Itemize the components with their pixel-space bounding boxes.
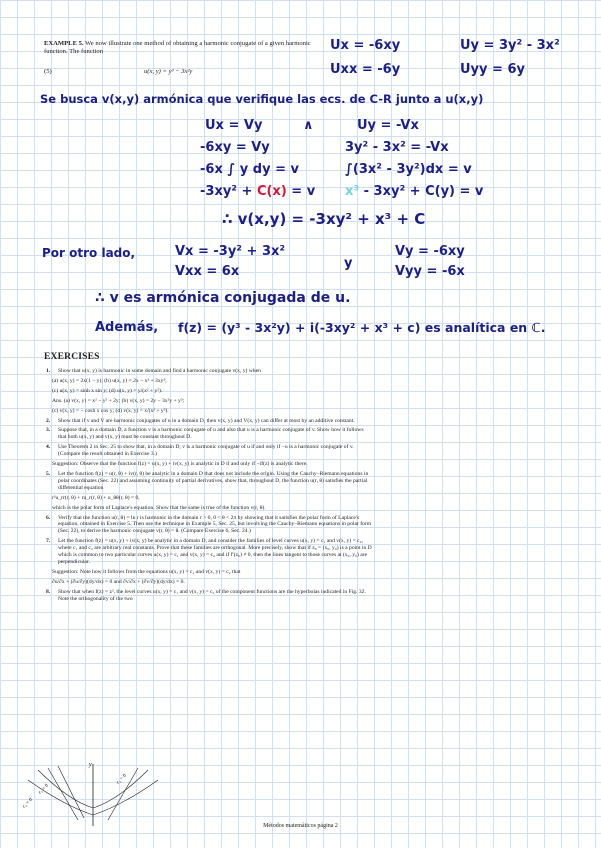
exercise-item: [44, 461, 372, 468]
hw-ux: Ux = -6xy: [330, 38, 401, 53]
hw-cr4: 3y² - 3x² = -Vx: [345, 140, 449, 155]
exercise-item: [44, 388, 372, 395]
exercise-item: [44, 579, 372, 586]
exercise-text: Suppose that, in a domain D, a function v is a harmonic conjugate of u and also that u is a harmonic conjugate of v. Show how it follows that both u(x, y) and v(x, y) must be constant throughout D.: [58, 427, 364, 441]
exercise-item: [44, 471, 372, 492]
hw-final: ∴ v(x,y) = -3xy² + x³ + C: [222, 210, 426, 228]
exercise-number: 2.: [46, 417, 51, 424]
exercise-text: Let the function f(z) = u(x, y) + iv(x, y) be analytic in a domain D, and consider the families of level curves u(x, y) = c₁ and v(x, y) = c₂, where c₁ and c₂ are arbitrary real constants. Prove that these families are orthogonal. More precisely, show that if z₀ = (x₀, y₀) is a point in D which is common to two particular curves u(x, y) = c₁ and v(x, y) = c₂ and if f′(z₀) ≠ 0, then the lines tangent to those curves at (x₀, y₀) are perpendicular.: [58, 538, 372, 565]
exercise-text: Use Theorem 2 in Sec. 25 to show that, in a domain D, v is a harmonic conjugate of u if and only if −u is a harmonic conjugate of v. (Compare the result obtained in Exercise 3.): [58, 444, 354, 458]
hw-porotro: Por otro lado,: [42, 246, 136, 260]
exercise-item: [44, 427, 372, 441]
exercise-item: [44, 505, 372, 512]
exercise-item: [44, 589, 372, 603]
hw-uyy: Uyy = 6y: [460, 62, 525, 77]
hw-int1: -6x ∫ y dy = v: [200, 162, 300, 177]
exercises-heading: EXERCISES: [44, 352, 100, 362]
hw-res1a: -3xy² +: [200, 184, 253, 199]
hw-int2: ∫(3x² - 3y²)dx = v: [345, 162, 472, 177]
hw-res2b: - 3xy² + C(y) = v: [363, 184, 484, 199]
exercise-item: [44, 495, 372, 502]
exercise-text: Ans. (a) v(x, y) = x² − y² + 2y; (b) v(x, y) = 2y − 3x²y + y³;: [52, 397, 185, 404]
hw-uxx: Uxx = -6y: [330, 62, 401, 77]
hw-y-letter: y: [344, 256, 353, 271]
exercise-text: ∂u/∂x + (∂u/∂y)(dy/dx) = 0 and ∂v/∂x + (∂v/∂y)(dy/dx) = 0.: [52, 578, 185, 585]
example-equation: u(x, y) = y³ − 3x²y: [144, 68, 193, 75]
hyperbola-figure: [18, 760, 168, 830]
exercise-item: [44, 569, 372, 576]
figure-label-0: c₂ = 0: [21, 797, 34, 810]
hw-vy: Vy = -6xy: [395, 244, 465, 259]
exercise-text: Let the function f(z) = u(r, θ) + iv(r, θ) be analytic in a domain D that does not include the origin. Using the Cauchy–Riemann equations in polar coordinates (Sec. 22) and assuming continuity of partial derivatives, show that, throughout D, the function u(r, θ) satisfies the partial differential equation: [58, 470, 369, 491]
exercise-text: (c) v(x, y) = − cosh x cos y; (d) v(x, y) = x/(x² + y²).: [52, 407, 169, 414]
exercise-item: [44, 408, 372, 415]
figure-label-2: c₂ > 0: [115, 773, 128, 786]
exercise-text: Show that if v and V are harmonic conjugates of u in a domain D, then v(x, y) and V(x, y) can differ at most by an additive constant.: [58, 417, 355, 424]
hw-ademas: Además,: [95, 320, 159, 335]
exercise-list: [44, 368, 372, 605]
hw-res1c: = v: [291, 184, 316, 199]
figure-axis-label: y: [89, 762, 92, 768]
hw-res2: [345, 184, 483, 199]
exercise-number: 8.: [46, 588, 51, 595]
exercise-text: Verify that the function u(r, θ) = ln r is harmonic in the domain r > 0, 0 < θ < 2π by showing that it satisfies the polar form of Laplace's equation, obtained in Exercise 5. Then use the technique in Example 5, Sec. 25, but involving the Cauchy–Riemann equations in polar form (Sec. 22), to derive the harmonic conjugate v(r, θ) = θ. (Compare Exercise 6, Sec. 24.): [58, 514, 372, 535]
exercise-number: 5.: [46, 470, 51, 477]
hw-fz: f(z) = (y³ - 3x²y) + i(-3xy² + x³ + c) es analítica en ℂ.: [178, 320, 546, 335]
equation-number: (5): [44, 68, 52, 75]
exercise-number: 1.: [46, 368, 51, 374]
exercise-number: 4.: [46, 444, 51, 451]
hw-res1b: C(x): [256, 184, 287, 199]
exercise-item: [44, 378, 372, 385]
hw-cr1: Ux = Vy: [205, 118, 263, 133]
figure-label-1: c₁ = 0: [37, 783, 50, 796]
exercise-item: [44, 398, 372, 405]
example-text: We now illustrate one method of obtaining a harmonic conjugate of a given harmonic function. The function: [44, 40, 311, 55]
exercise-item: [44, 515, 372, 536]
hw-vxx: Vxx = 6x: [175, 264, 240, 279]
exercise-item: [44, 418, 372, 425]
exercise-text: Show that u(x, y) is harmonic in some domain and find a harmonic conjugate v(x, y) when: [58, 368, 261, 374]
exercise-text: Show that when f(z) = z², the level curves u(x, y) = c₁ and v(x, y) = c₂ of the component functions are the hyperbolas indicated in Fig. 32. Note the orthogonality of the two: [58, 588, 366, 602]
hw-vx: Vx = -3y² + 3x²: [175, 244, 286, 259]
hw-uy: Uy = 3y² - 3x²: [460, 38, 560, 53]
exercise-text: r²u_rr(r, θ) + ru_r(r, θ) + u_θθ(r, θ) = 0,: [52, 494, 140, 501]
hw-res1: [200, 184, 315, 199]
hw-cr2: Uy = -Vx: [357, 118, 419, 133]
exercise-item: [44, 538, 372, 566]
hw-conclusion: ∴ v es armónica conjugada de u.: [95, 290, 351, 306]
example-label: EXAMPLE 5.: [44, 40, 84, 47]
exercise-text: (c) u(x, y) = sinh x sin y; (d) u(x, y) = y/(x² + y²).: [52, 387, 163, 394]
exercise-text: Suggestion: Observe that the function f(z) = u(x, y) + iv(x, y) is analytic in D if and only if −if(z) is analytic there.: [52, 461, 308, 468]
exercise-text: which is the polar form of Laplace's equation. Show that the same is true of the function v(r, θ).: [52, 504, 266, 511]
hw-cr-and: ∧: [303, 118, 314, 133]
exercise-item: [44, 444, 372, 458]
exercise-number: 6.: [46, 514, 51, 521]
exercise-number: 3.: [46, 427, 51, 434]
hw-line1: Se busca v(x,y) armónica que verifique las ecs. de C-R junto a u(x,y): [40, 92, 484, 106]
example-intro: [44, 40, 319, 56]
hw-res2a: x³: [345, 184, 360, 199]
exercise-number: 7.: [46, 538, 51, 545]
hw-cr3: -6xy = Vy: [200, 140, 270, 155]
page-footer: Métodos matemáticos página 2: [263, 823, 338, 829]
exercise-text: (a) u(x, y) = 2x(1 − y); (b) u(x, y) = 2x − x³ + 3xy²;: [52, 377, 167, 384]
exercise-text: Suggestion: Note how it follows from the equations u(x, y) = c₁ and v(x, y) = c₂ that: [52, 568, 241, 575]
exercise-item: [44, 368, 372, 375]
hw-vyy: Vyy = -6x: [395, 264, 465, 279]
